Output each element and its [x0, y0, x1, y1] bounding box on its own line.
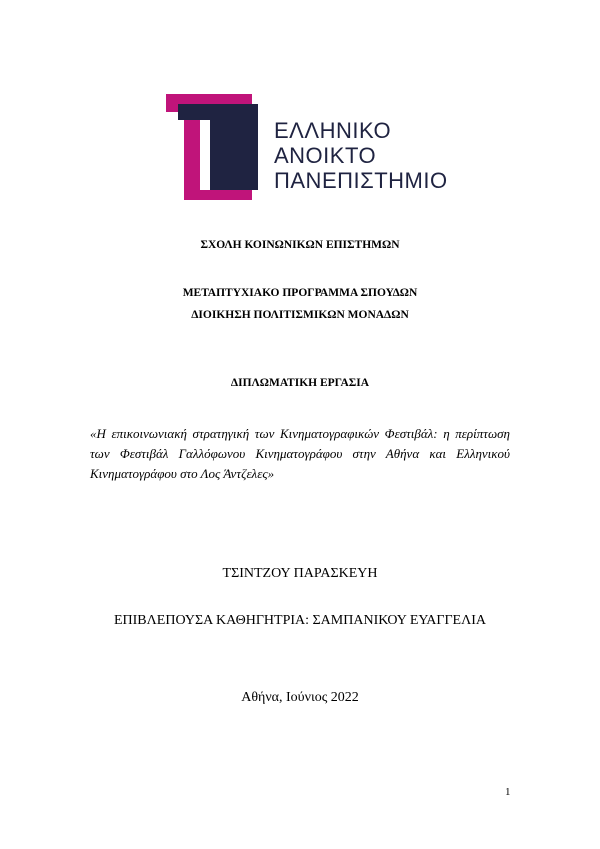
supervisor-line: ΕΠΙΒΛΕΠΟΥΣΑ ΚΑΘΗΓΗΤΡΙΑ: ΣΑΜΠΑΝΙΚΟΥ ΕΥΑΓΓΕΛΙΑ [113, 613, 487, 628]
thesis-title: «Η επικοινωνιακή στρατηγική των Κινηματογραφικών Φεστιβάλ: η περίπτωση των Φεστιβάλ Γαλλόφωνου Κινηματογράφου στην Αθήνα και Ελληνικού Κινηματογράφου στο Λος Άντζελες» [90, 426, 510, 481]
place-date: Αθήνα, Ιούνιος 2022 [241, 690, 359, 705]
thesis-type: ΔΙΠΛΩΜΑΤΙΚΗ ΕΡΓΑΣΙΑ [230, 377, 370, 389]
logo-text-line2: ΑΝΟΙΚΤΟ [274, 143, 377, 168]
page-number: 1 [505, 786, 511, 798]
programme-name: ΜΕΤΑΠΤΥΧΙΑΚΟ ΠΡΟΓΡΑΜΜΑ ΣΠΟΥΔΩΝ [182, 287, 418, 299]
specialization-name: ΔΙΟΙΚΗΣΗ ΠΟΛΙΤΙΣΜΙΚΩΝ ΜΟΝΑΔΩΝ [191, 309, 409, 321]
author-name: ΤΣΙΝΤΖΟΥ ΠΑΡΑΣΚΕΥΗ [222, 566, 378, 581]
logo-text-line1: ΕΛΛΗΝΙΚΟ [274, 118, 392, 143]
logo-white-cut [200, 120, 210, 190]
school-name: ΣΧΟΛΗ ΚΟΙΝΩΝΙΚΩΝ ΕΠΙΣΤΗΜΩΝ [200, 239, 400, 251]
logo-text-line3: ΠΑΝΕΠΙΣΤΗΜΙΟ [274, 168, 448, 193]
